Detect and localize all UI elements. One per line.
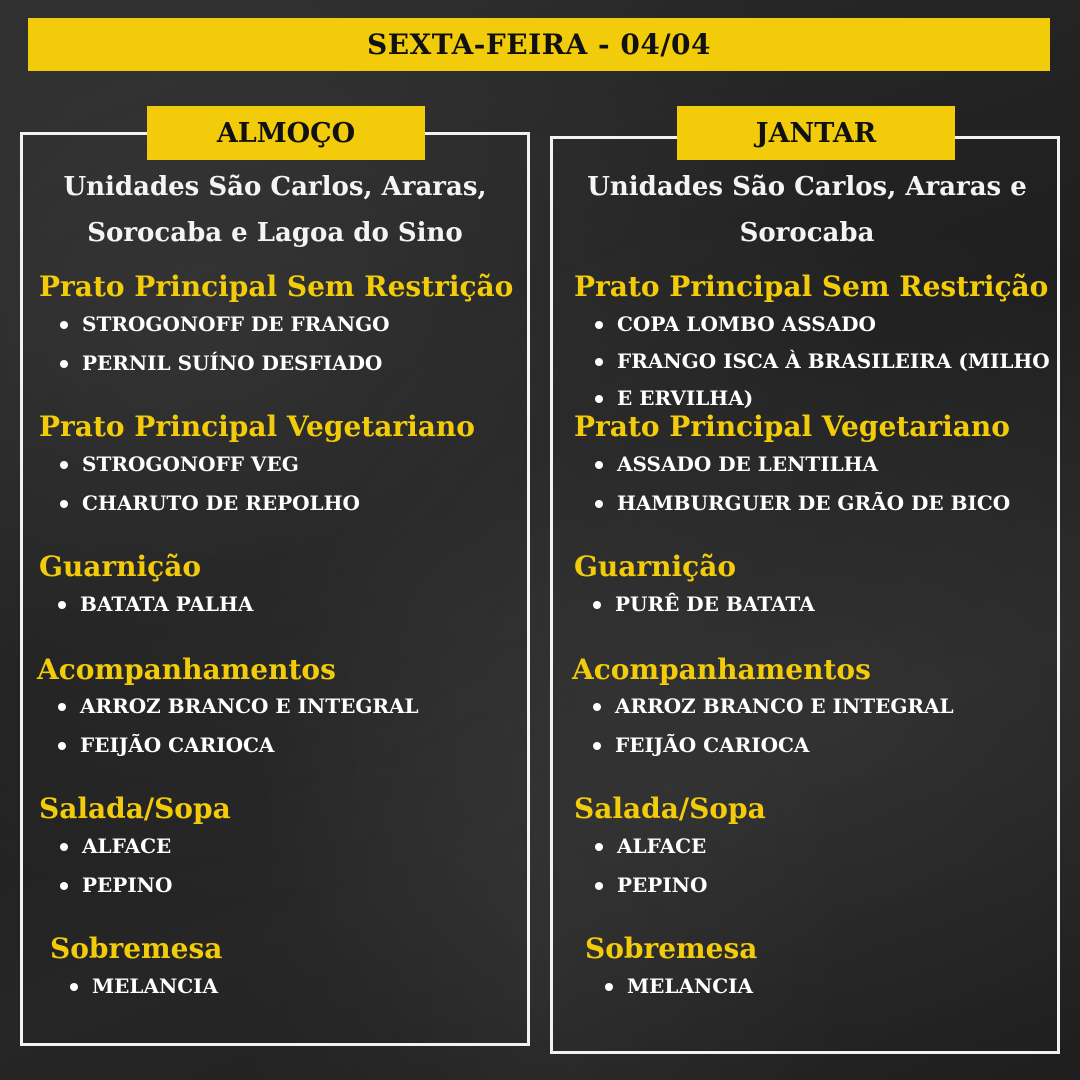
lunch-units-line1: Unidades São Carlos, Araras,	[63, 172, 487, 202]
dinner-section-title-accomp: Acompanhamentos	[572, 653, 871, 686]
list-item: BATATA PALHA	[56, 591, 253, 630]
lunch-section-title-accomp: Acompanhamentos	[37, 653, 336, 686]
day-date-banner: SEXTA-FEIRA - 04/04	[28, 18, 1050, 71]
list-item: ARROZ BRANCO E INTEGRAL	[591, 693, 954, 732]
dinner-section-title-side: Guarnição	[574, 550, 737, 583]
lunch-section-title-veg: Prato Principal Vegetariano	[39, 410, 475, 443]
lunch-list-veg	[58, 451, 360, 529]
dinner-units-line1: Unidades São Carlos, Araras e	[587, 172, 1027, 202]
dinner-units-line2: Sorocaba	[739, 218, 875, 248]
list-item: MELANCIA	[68, 973, 218, 1012]
list-item: E ERVILHA)	[593, 385, 1050, 422]
list-item: STROGONOFF DE FRANGO	[58, 311, 390, 350]
dinner-list-veg	[593, 451, 1010, 529]
dinner-list-dessert	[603, 973, 753, 1012]
list-item: FEIJÃO CARIOCA	[591, 732, 954, 771]
lunch-section-title-dessert: Sobremesa	[50, 932, 223, 965]
list-item: PEPINO	[58, 872, 172, 911]
list-item: FEIJÃO CARIOCA	[56, 732, 419, 771]
list-item: PERNIL SUÍNO DESFIADO	[58, 350, 390, 389]
lunch-list-salad	[58, 833, 172, 911]
list-item: COPA LOMBO ASSADO	[593, 311, 1050, 348]
dinner-list-salad	[593, 833, 707, 911]
list-item: ALFACE	[593, 833, 707, 872]
list-item: FRANGO ISCA À BRASILEIRA (MILHO	[593, 348, 1050, 385]
dinner-section-title-dessert: Sobremesa	[585, 932, 758, 965]
dinner-units	[562, 164, 1052, 256]
dinner-section-title-salad: Salada/Sopa	[574, 792, 766, 825]
lunch-list-side	[56, 591, 253, 630]
list-item: MELANCIA	[603, 973, 753, 1012]
lunch-section-title-side: Guarnição	[39, 550, 202, 583]
dinner-list-main	[593, 311, 1050, 422]
list-item: CHARUTO DE REPOLHO	[58, 490, 360, 529]
dinner-list-side	[591, 591, 815, 630]
lunch-section-title-salad: Salada/Sopa	[39, 792, 231, 825]
list-item: PEPINO	[593, 872, 707, 911]
lunch-list-main	[58, 311, 390, 389]
list-item: STROGONOFF VEG	[58, 451, 360, 490]
lunch-list-accomp	[56, 693, 419, 771]
list-item: ASSADO DE LENTILHA	[593, 451, 1010, 490]
list-item: ALFACE	[58, 833, 172, 872]
dinner-label: JANTAR	[677, 106, 955, 160]
list-item: HAMBURGUER DE GRÃO DE BICO	[593, 490, 1010, 529]
list-item: ARROZ BRANCO E INTEGRAL	[56, 693, 419, 732]
dinner-section-title-veg: Prato Principal Vegetariano	[574, 410, 1010, 443]
lunch-units-line2: Sorocaba e Lagoa do Sino	[87, 218, 463, 248]
lunch-units	[30, 164, 520, 256]
dinner-list-accomp	[591, 693, 954, 771]
list-item: PURÊ DE BATATA	[591, 591, 815, 630]
lunch-section-title-main: Prato Principal Sem Restrição	[39, 270, 514, 303]
dinner-section-title-main: Prato Principal Sem Restrição	[574, 270, 1049, 303]
lunch-list-dessert	[68, 973, 218, 1012]
lunch-label: ALMOÇO	[147, 106, 425, 160]
